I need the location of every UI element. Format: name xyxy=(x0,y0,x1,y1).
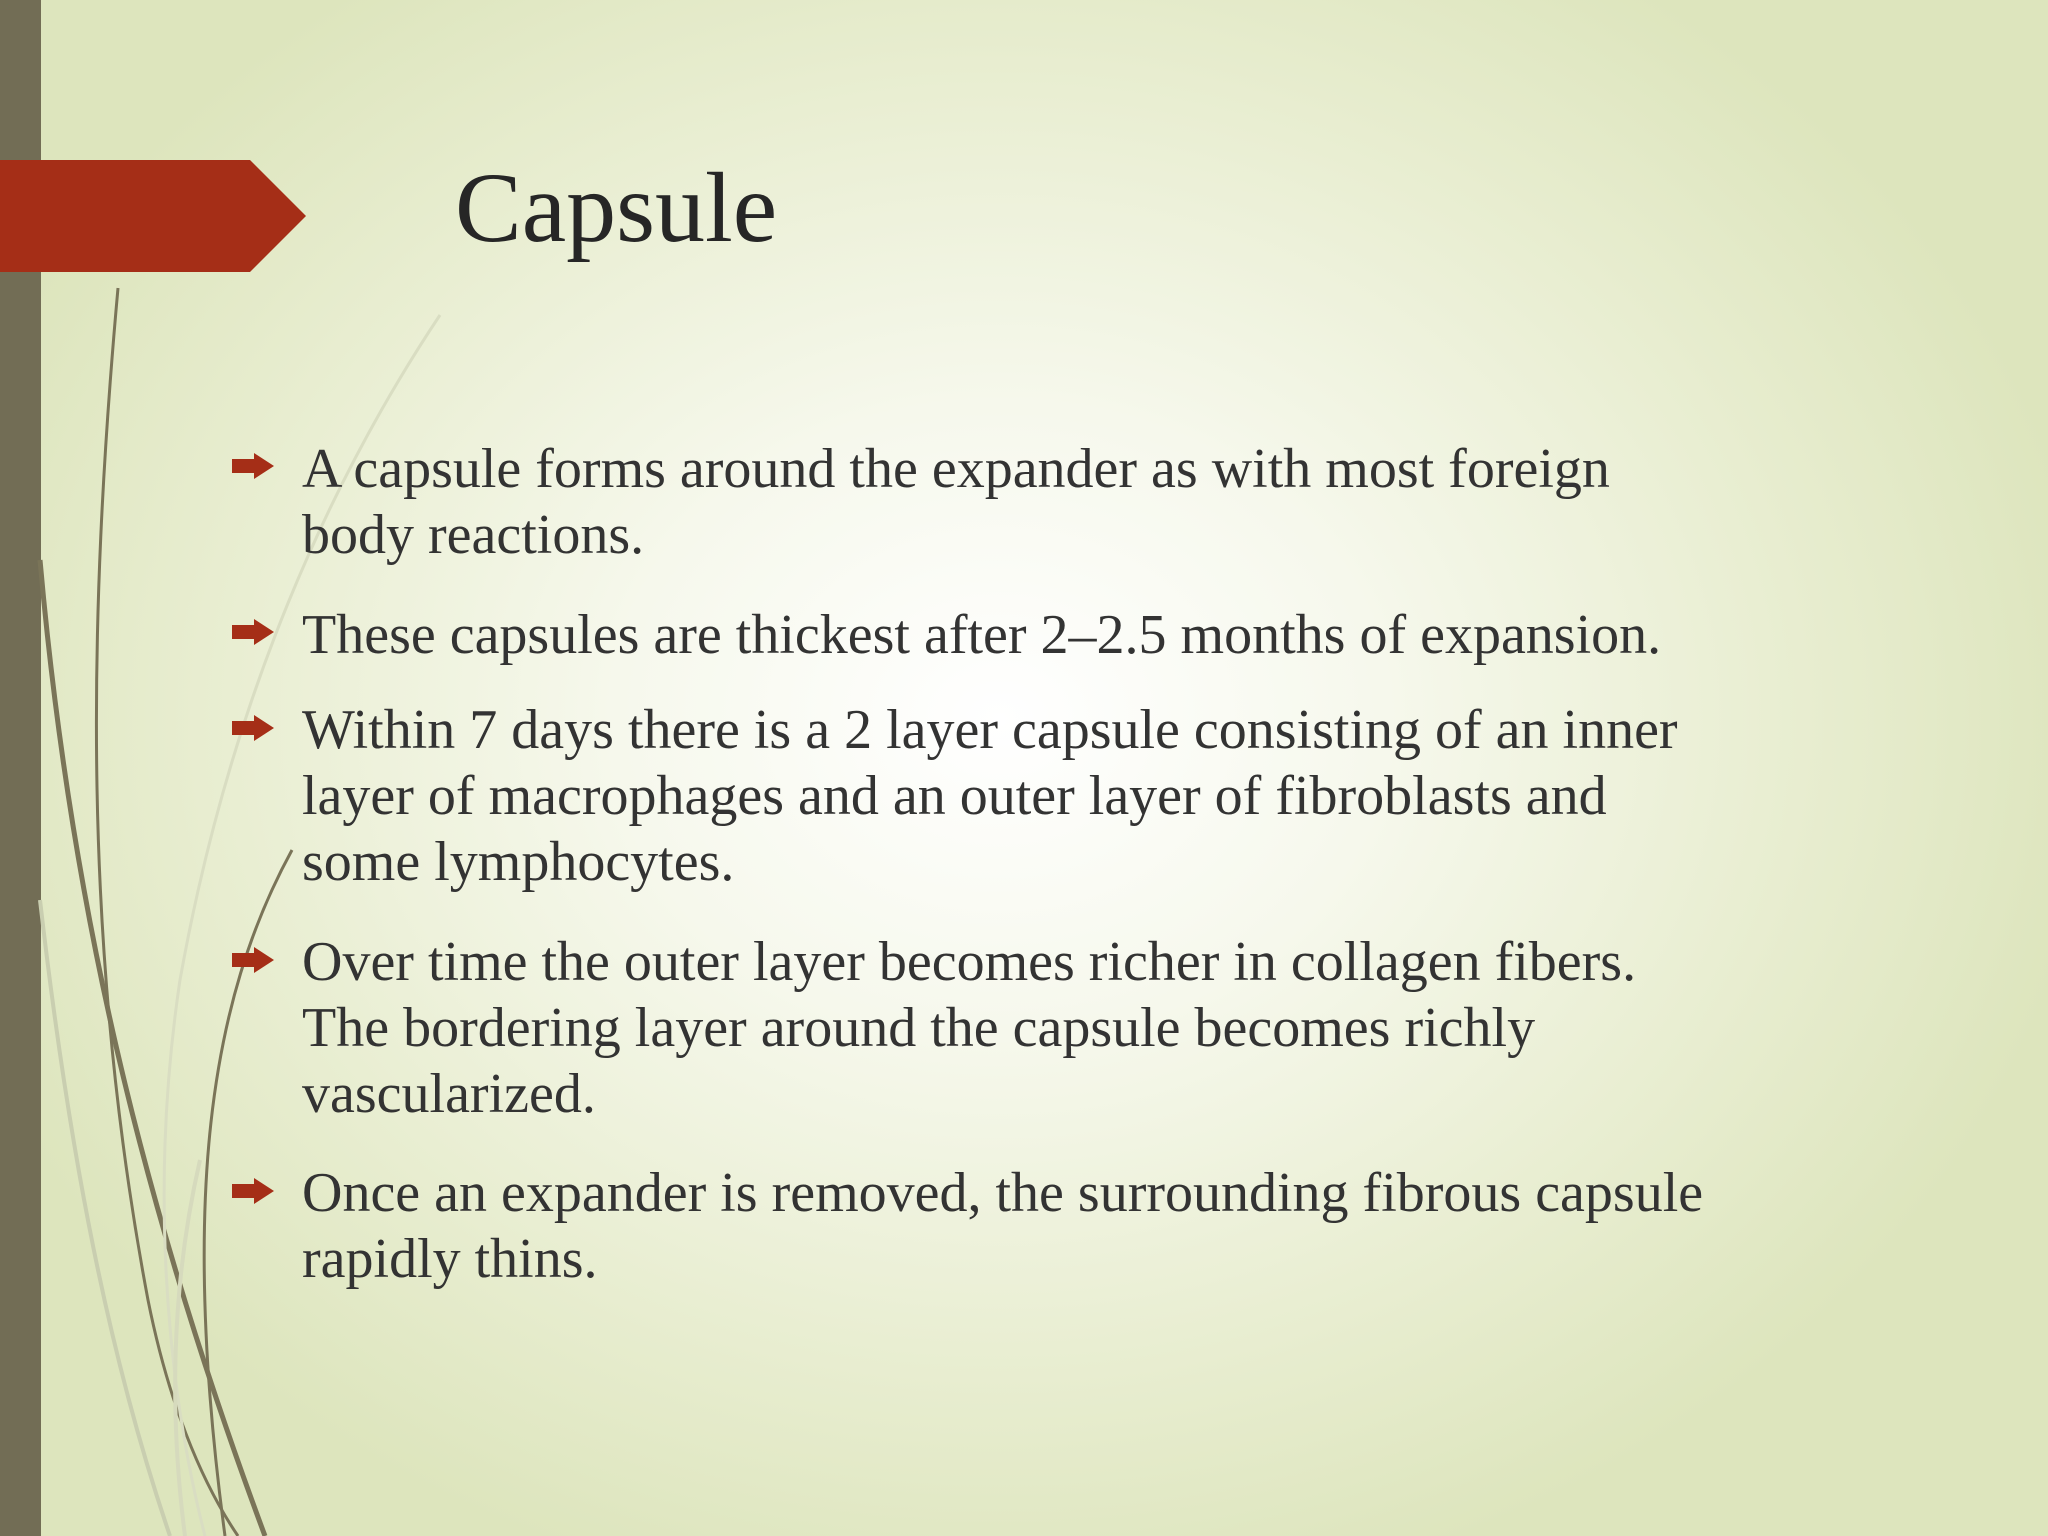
right-arrow-icon xyxy=(230,945,276,975)
right-arrow-icon xyxy=(230,617,276,647)
right-arrow-icon xyxy=(230,451,276,481)
right-arrow-icon xyxy=(230,713,276,743)
bullet-text: Once an expander is removed, the surrounding fibrous capsule rapidly thins. xyxy=(302,1162,1704,1290)
bullet-text: A capsule forms around the expander as with most foreign body reactions. xyxy=(302,438,1610,566)
right-arrow-icon xyxy=(230,1176,276,1206)
bullet-text: Within 7 days there is a 2 layer capsule consisting of an inner layer of macrophages and an outer layer of fibroblasts and some lymphocytes. xyxy=(302,699,1678,893)
slide-title: Capsule xyxy=(455,152,778,263)
bullet-text: Over time the outer layer becomes richer in collagen fibers. The bordering layer around the capsule becomes richly vascularized. xyxy=(302,931,1637,1125)
bullet-text: These capsules are thickest after 2–2.5 months of expansion. xyxy=(302,604,1662,666)
